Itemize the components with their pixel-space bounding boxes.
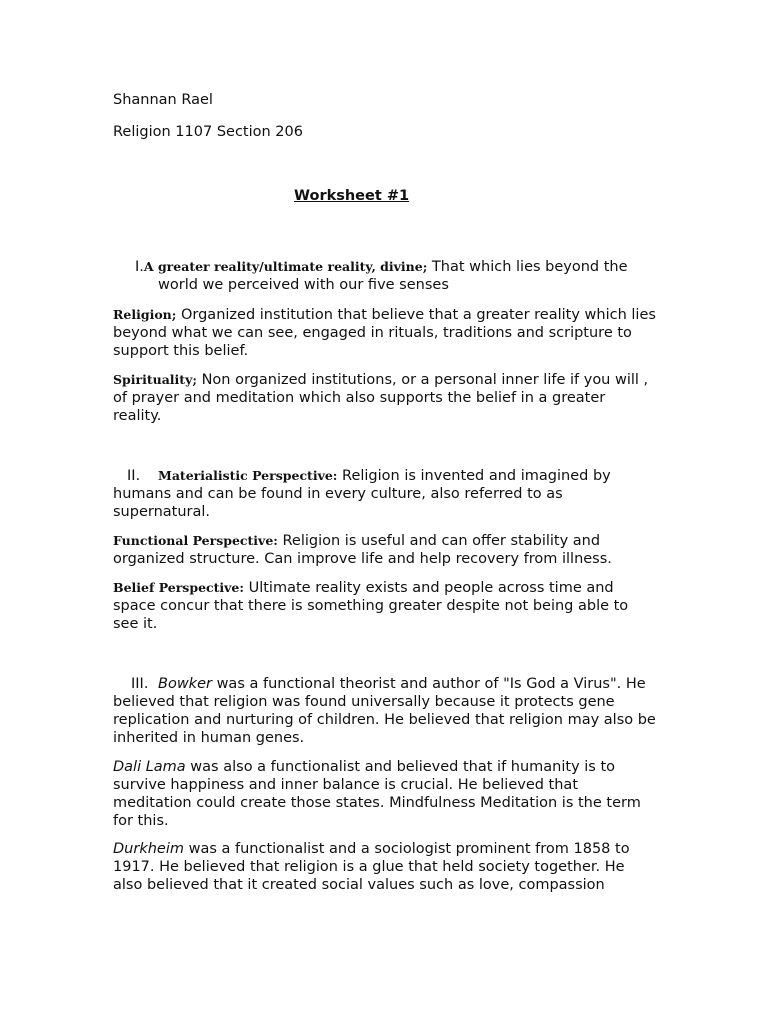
functional-definition: Religion is useful and can offer stability and organized structure. Can improve life and help recovery from illness.: [113, 533, 612, 567]
worksheet-title: Worksheet #1: [294, 188, 410, 204]
durkheim-paragraph: [113, 840, 658, 894]
religion-definition: Organized institution that believe that a greater reality which lies beyond what we can see, engaged in rituals, traditions and scripture to support this belief.: [113, 307, 656, 359]
ultimate-reality-definition-1: That which lies beyond the: [427, 259, 628, 275]
dali-lama-paragraph: [113, 758, 658, 830]
materialistic-definition: Religion is invented and imagined by humans and can be found in every culture, also referred to as supernatural.: [113, 468, 611, 520]
materialistic-term: Materialistic Perspective:: [158, 468, 338, 483]
section-2-numeral: II.: [127, 468, 141, 484]
durkheim-description: was a functionalist and a sociologist prominent from 1858 to 1917. He believed that religion is a glue that held society together. He also believed that it created social values such as love, compassion: [113, 841, 630, 893]
spirituality-paragraph: [113, 371, 658, 425]
dali-lama-name: Dali Lama: [113, 759, 186, 775]
spirituality-definition: Non organized institutions, or a personal inner life if you will , of prayer and meditation which also supports the belief in a greater reality.: [113, 372, 649, 424]
belief-paragraph: [113, 579, 658, 633]
bowker-paragraph: [113, 675, 658, 747]
durkheim-name: Durkheim: [113, 841, 184, 857]
religion-term: Religion;: [113, 307, 177, 322]
belief-term: Belief Perspective:: [113, 580, 244, 595]
functional-paragraph: [113, 532, 658, 568]
bowker-description: was a functional theorist and author of "Is God a Virus". He believed that religion was found universally because it protects gene replication and nurturing of children. He believed that religion may also be inherited in human genes.: [113, 676, 656, 746]
bowker-name: Bowker: [158, 676, 212, 692]
belief-definition: Ultimate reality exists and people across time and space concur that there is something greater despite not being able to see it.: [113, 580, 629, 632]
religion-paragraph: [113, 306, 658, 360]
functional-term: Functional Perspective:: [113, 533, 278, 548]
course-info: Religion 1107 Section 206: [113, 124, 303, 140]
section-1-numeral: I.: [135, 259, 144, 275]
dali-lama-description: was also a functionalist and believed that if humanity is to survive happiness and inner balance is crucial. He believed that meditation could create those states. Mindfulness Meditation is the term for this.: [113, 759, 641, 829]
materialistic-paragraph: [113, 467, 658, 521]
spirituality-term: Spirituality;: [113, 372, 197, 387]
ultimate-reality-term: A greater reality/ultimate reality, divine;: [143, 259, 428, 274]
section-1-first-line: [135, 258, 628, 276]
author-name: Shannan Rael: [113, 92, 213, 108]
ultimate-reality-definition-2: world we perceived with our five senses: [158, 277, 449, 293]
section-3-numeral: III.: [131, 676, 149, 692]
